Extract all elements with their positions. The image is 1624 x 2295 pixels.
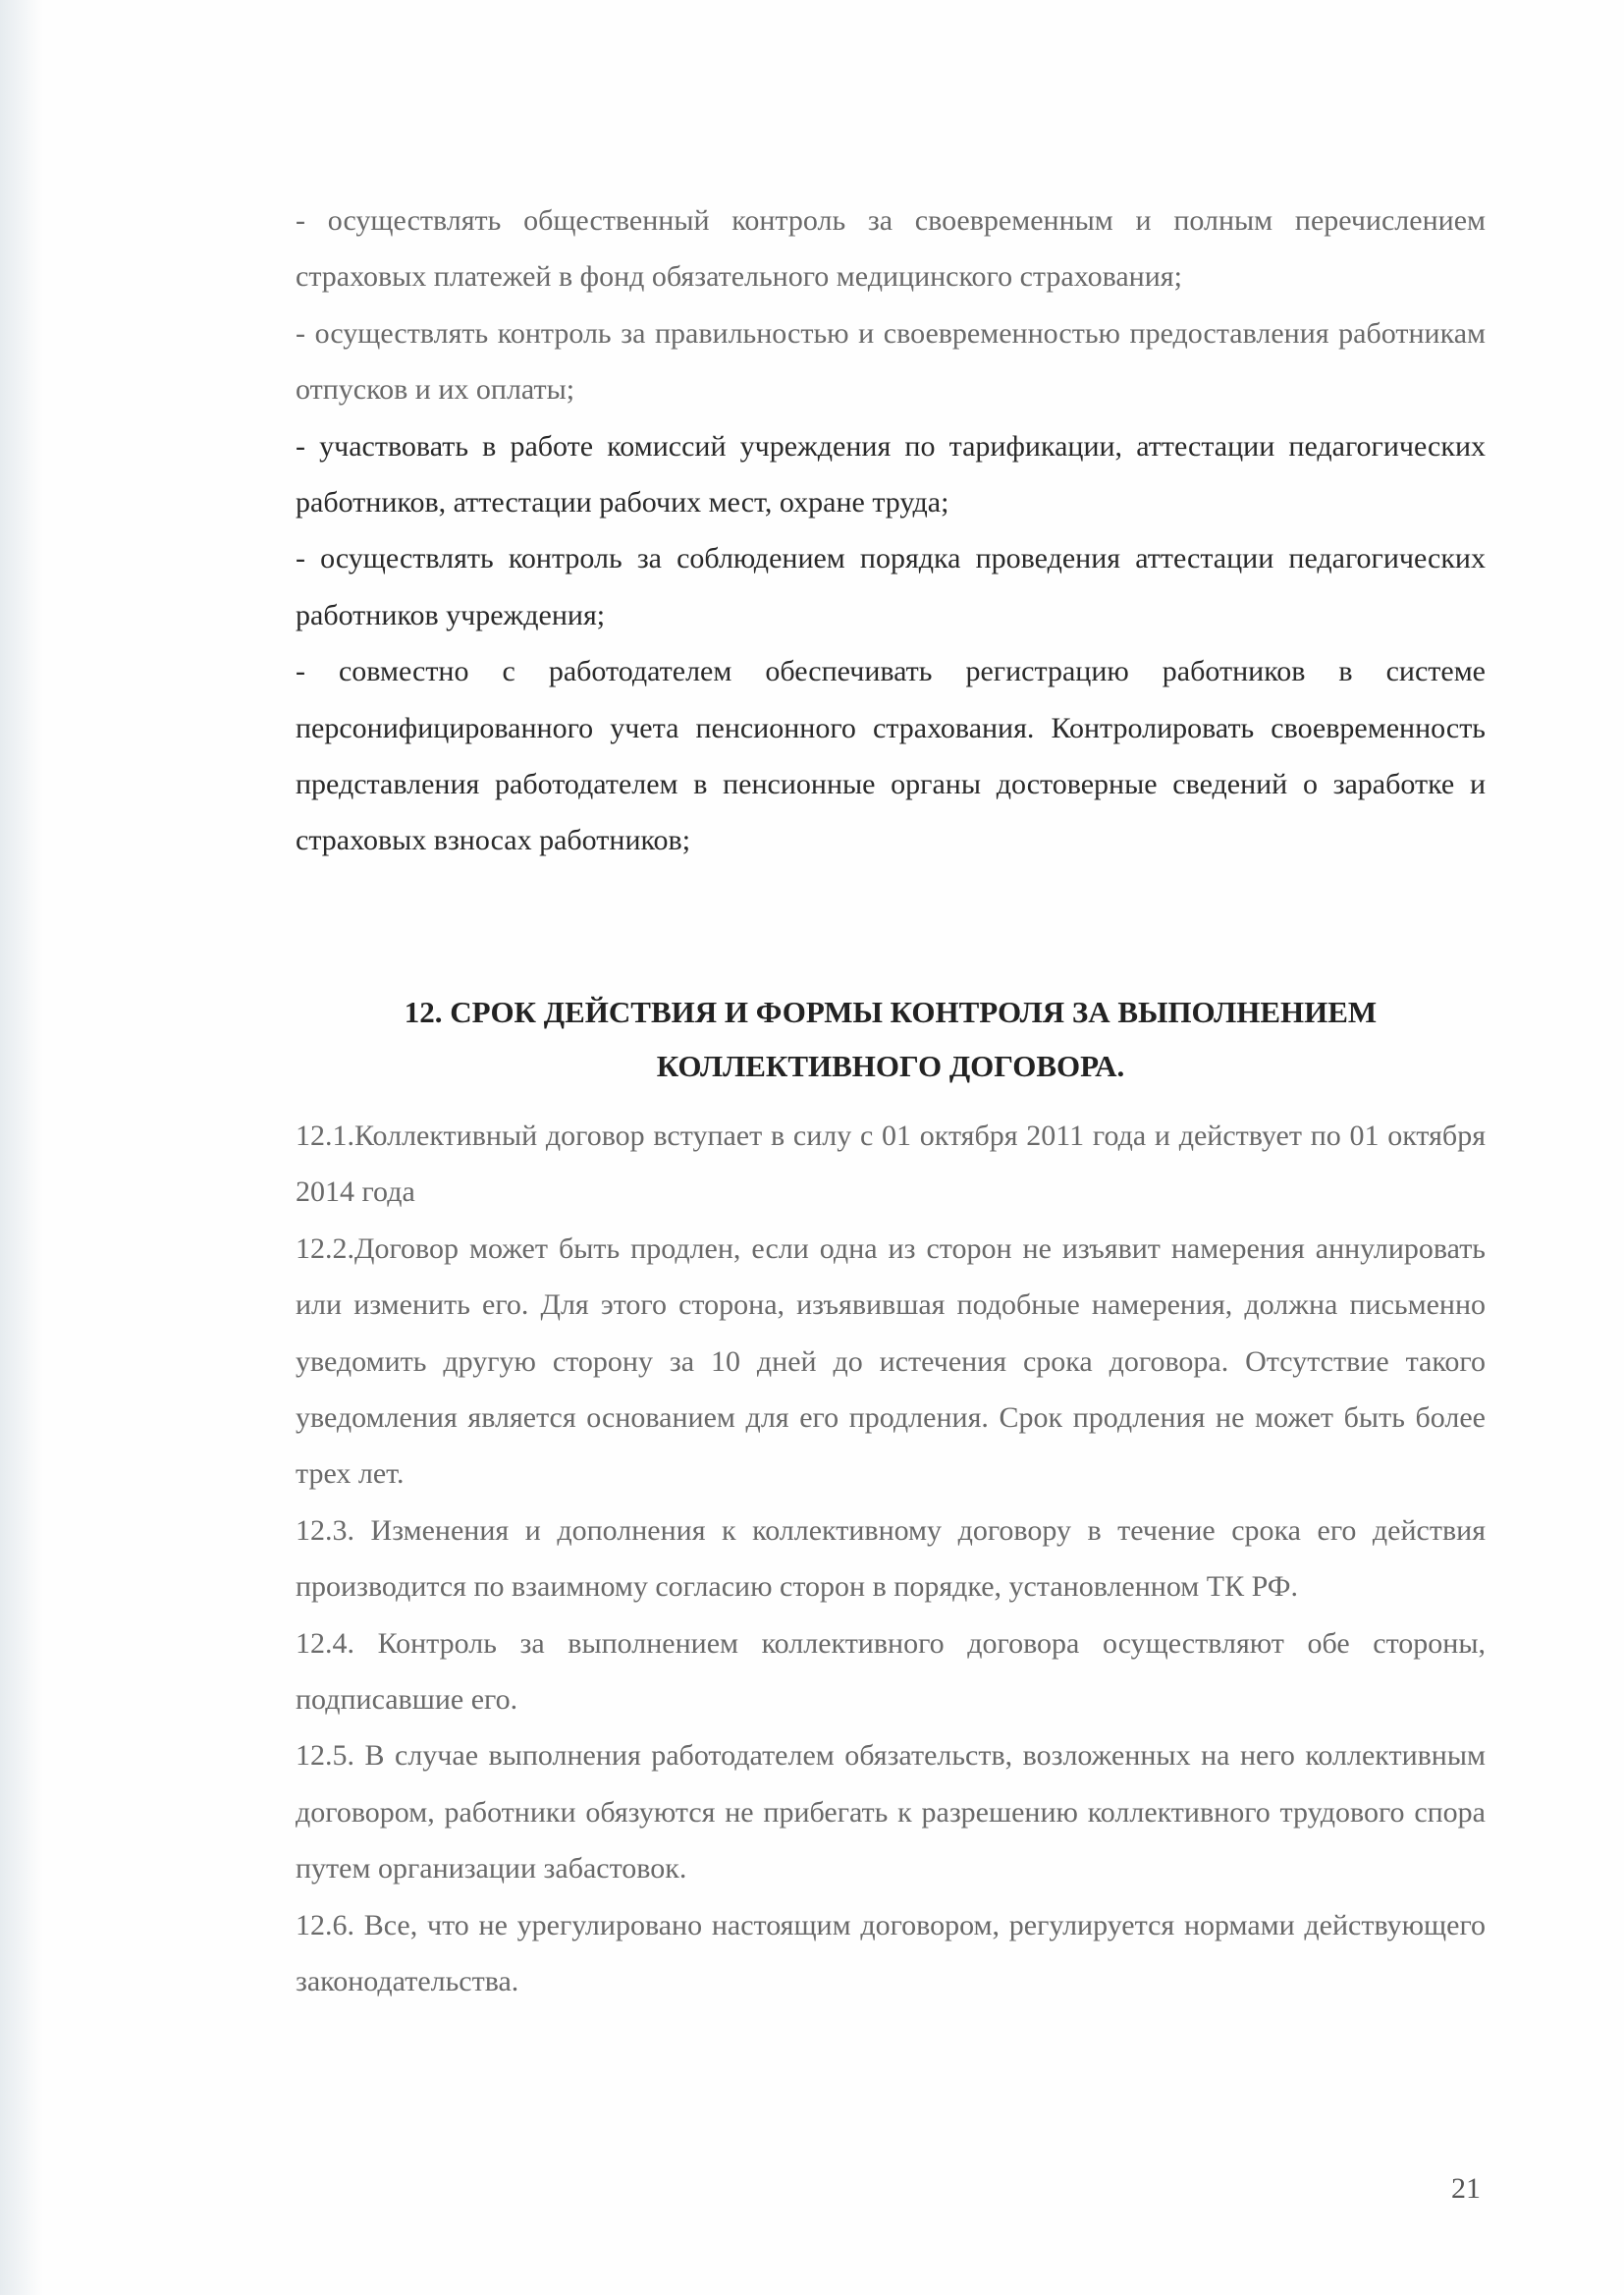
clause-12-3: 12.3. Изменения и дополнения к коллективному договору в течение срока его действия производится по взаимному согласию сторон в порядке, установленном ТК РФ. bbox=[296, 1513, 1486, 1604]
clause-12-4: 12.4. Контроль за выполнением коллективного договора осуществляют обе стороны, подписавшие его. bbox=[296, 1626, 1486, 1717]
clause-12-6: 12.6. Все, что не урегулировано настоящим договором, регулируется нормами действующего законодательства. bbox=[296, 1908, 1486, 1998]
list-item: - осуществлять общественный контроль за своевременным и полным перечислением страховых платежей в фонд обязательного медицинского страхования; bbox=[296, 204, 1486, 294]
list-item: - совместно с работодателем обеспечивать регистрацию работников в системе персонифицированного учета пенсионного страхования. Контролировать своевременность представления работодателем в пенсионные органы достоверные сведений о заработке и страховых взносах работников; bbox=[296, 655, 1486, 857]
section-heading bbox=[296, 985, 1486, 1093]
clause-12-2: 12.2.Договор может быть продлен, если одна из сторон не изъявит намерения аннулировать или изменить его. Для этого сторона, изъявившая подобные намерения, должна письменно уведомить другую сторону за 10 дней до истечения срока договора. Отсутствие такого уведомления является основанием для его продления. Срок продления не может быть более трех лет. bbox=[296, 1231, 1486, 1491]
list-item: - осуществлять контроль за соблюдением порядка проведения аттестации педагогических работников учреждения; bbox=[296, 542, 1486, 631]
section-heading-line-1: 12. СРОК ДЕЙСТВИЯ И ФОРМЫ КОНТРОЛЯ ЗА ВЫПОЛНЕНИЕМ bbox=[404, 995, 1378, 1029]
clause-12-5: 12.5. В случае выполнения работодателем обязательств, возложенных на него коллективным договором, работники обязуются не прибегать к разрешению коллективного трудового спора путем организации забастовок. bbox=[296, 1739, 1486, 1885]
list-item: - осуществлять контроль за правильностью и своевременностью предоставления работникам отпусков и их оплаты; bbox=[296, 316, 1486, 407]
scan-edge-shadow bbox=[0, 0, 43, 2295]
section-heading-line-2: КОЛЛЕКТИВНОГО ДОГОВОРА. bbox=[656, 1049, 1125, 1083]
list-item: - участвовать в работе комиссий учреждения по тарификации, аттестации педагогических работников, аттестации рабочих мест, охране труда; bbox=[296, 429, 1486, 519]
obligations-list bbox=[296, 192, 1486, 869]
clause-12-1: 12.1.Коллективный договор вступает в силу с 01 октября 2011 года и действует по 01 октября 2014 года bbox=[296, 1120, 1486, 1209]
page-number: 21 bbox=[1451, 2172, 1481, 2205]
section-clauses bbox=[296, 1108, 1486, 2010]
